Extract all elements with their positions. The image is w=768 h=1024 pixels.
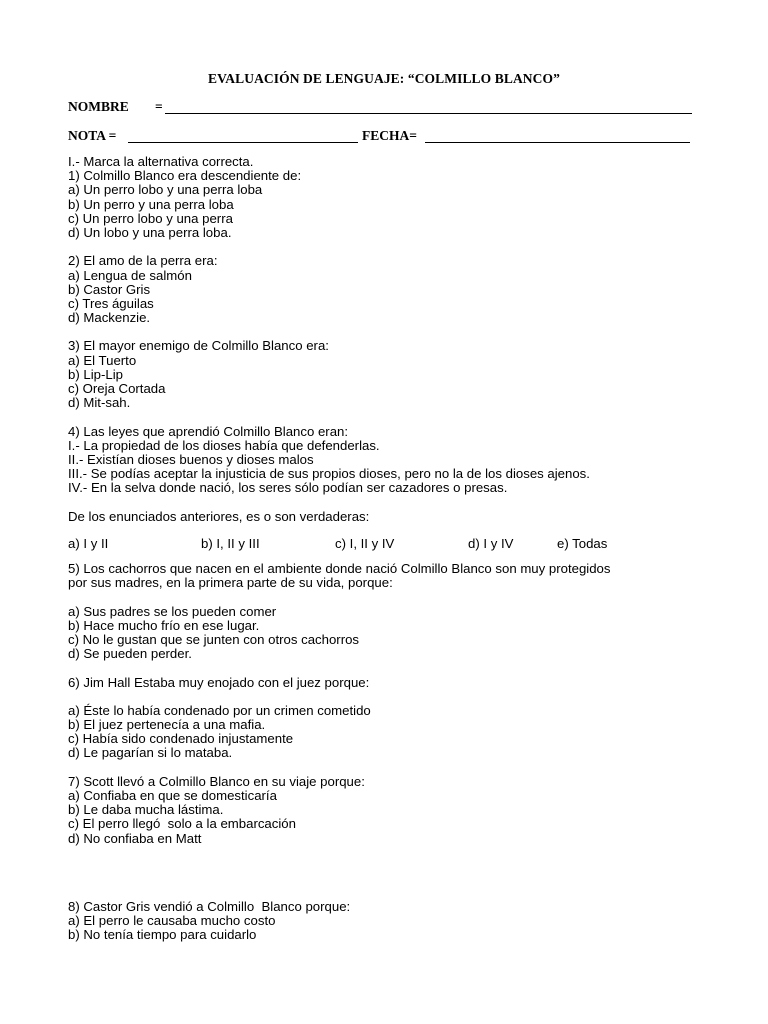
questions-block-3 xyxy=(68,900,728,943)
question-4-statement-3: III.- Se podías aceptar la injusticia de sus propios dioses, pero no la de los dioses ajenos. xyxy=(68,466,590,482)
question-2-option-b: b) Castor Gris xyxy=(68,281,151,297)
question-5-option-a: a) Sus padres se los pueden comer xyxy=(68,603,277,619)
question-4-options xyxy=(68,536,708,551)
question-4-statement-1: I.- La propiedad de los dioses había que defenderlas. xyxy=(68,437,380,453)
nombre-blank-line[interactable] xyxy=(165,113,692,114)
questions-block-1 xyxy=(68,155,728,524)
question-4-statement-2: II.- Existían dioses buenos y dioses malos xyxy=(68,451,314,467)
question-3-option-a: a) El Tuerto xyxy=(68,352,137,368)
question-3-option-b: b) Lip-Lip xyxy=(68,366,123,382)
question-2-option-d: d) Mackenzie. xyxy=(68,310,151,326)
question-5-option-b: b) Hace mucho frío en ese lugar. xyxy=(68,617,260,633)
question-1-option-a: a) Un perro lobo y una perra loba xyxy=(68,182,263,198)
nombre-equals: = xyxy=(155,99,163,114)
question-4-prompt: 4) Las leyes que aprendió Colmillo Blanco eran: xyxy=(68,423,349,439)
question-8-option-a: a) El perro le causaba mucho costo xyxy=(68,913,276,929)
question-5-option-d: d) Se pueden perder. xyxy=(68,646,192,662)
questions-block-2 xyxy=(68,562,728,846)
nota-label: NOTA = xyxy=(68,128,117,143)
question-7-option-a: a) Confiaba en que se domesticaría xyxy=(68,788,277,803)
question-1-option-d: d) Un lobo y una perra loba. xyxy=(68,224,232,240)
question-4-question: De los enunciados anteriores, es o son verdaderas: xyxy=(68,508,370,524)
question-2-prompt: 2) El amo de la perra era: xyxy=(68,253,218,269)
question-6-option-d: d) Le pagarían si lo mataba. xyxy=(68,745,233,761)
question-5-option-c: c) No le gustan que se junten con otros cachorros xyxy=(68,631,360,647)
fecha-label: FECHA= xyxy=(362,128,417,143)
question-7-option-b: b) Le daba mucha lástima. xyxy=(68,802,224,818)
nombre-label: NOMBRE xyxy=(68,99,129,114)
question-8-prompt: 8) Castor Gris vendió a Colmillo Blanco porque: xyxy=(68,899,351,914)
question-3-prompt: 3) El mayor enemigo de Colmillo Blanco era: xyxy=(68,338,329,354)
question-4-option-b: b) I, II y III xyxy=(201,536,260,551)
question-6-option-b: b) El juez pertenecía a una mafia. xyxy=(68,717,266,733)
question-1-option-c: c) Un perro lobo y una perra xyxy=(68,210,233,226)
section-heading: I.- Marca la alternativa correcta. xyxy=(68,154,254,169)
question-6-option-a: a) Éste lo había condenado por un crimen cometido xyxy=(68,702,371,718)
fecha-blank-line[interactable] xyxy=(425,142,690,143)
question-2-option-c: c) Tres águilas xyxy=(68,295,154,311)
question-7-option-d: d) No confiaba en Matt xyxy=(68,830,202,846)
nota-blank-line[interactable] xyxy=(128,142,358,143)
question-7-prompt: 7) Scott llevó a Colmillo Blanco en su viaje porque: xyxy=(68,773,365,789)
question-6-option-c: c) Había sido condenado injustamente xyxy=(68,731,294,747)
question-4-option-e: e) Todas xyxy=(557,536,608,551)
question-1-prompt: 1) Colmillo Blanco era descendiente de: xyxy=(68,168,302,184)
page-title: EVALUACIÓN DE LENGUAJE: “COLMILLO BLANCO” xyxy=(208,71,560,86)
question-3-option-c: c) Oreja Cortada xyxy=(68,381,166,396)
question-3-option-d: d) Mit-sah. xyxy=(68,395,131,411)
question-1-option-b: b) Un perro y una perra loba xyxy=(68,196,234,212)
question-8-option-b: b) No tenía tiempo para cuidarlo xyxy=(68,927,257,943)
question-5-prompt-line-1: 5) Los cachorros que nacen en el ambiente donde nació Colmillo Blanco son muy protegidos xyxy=(68,561,611,576)
question-4-option-d: d) I y IV xyxy=(468,536,514,551)
question-7-option-c: c) El perro llegó solo a la embarcación xyxy=(68,816,296,832)
question-4-option-c: c) I, II y IV xyxy=(335,536,395,551)
question-4-statement-4: IV.- En la selva donde nació, los seres sólo podían ser cazadores o presas. xyxy=(68,480,508,496)
question-4-option-a: a) I y II xyxy=(68,536,109,551)
question-6-prompt: 6) Jim Hall Estaba muy enojado con el juez porque: xyxy=(68,674,370,690)
question-5-prompt-line-2: por sus madres, en la primera parte de su vida, porque: xyxy=(68,575,393,591)
question-2-option-a: a) Lengua de salmón xyxy=(68,267,192,283)
